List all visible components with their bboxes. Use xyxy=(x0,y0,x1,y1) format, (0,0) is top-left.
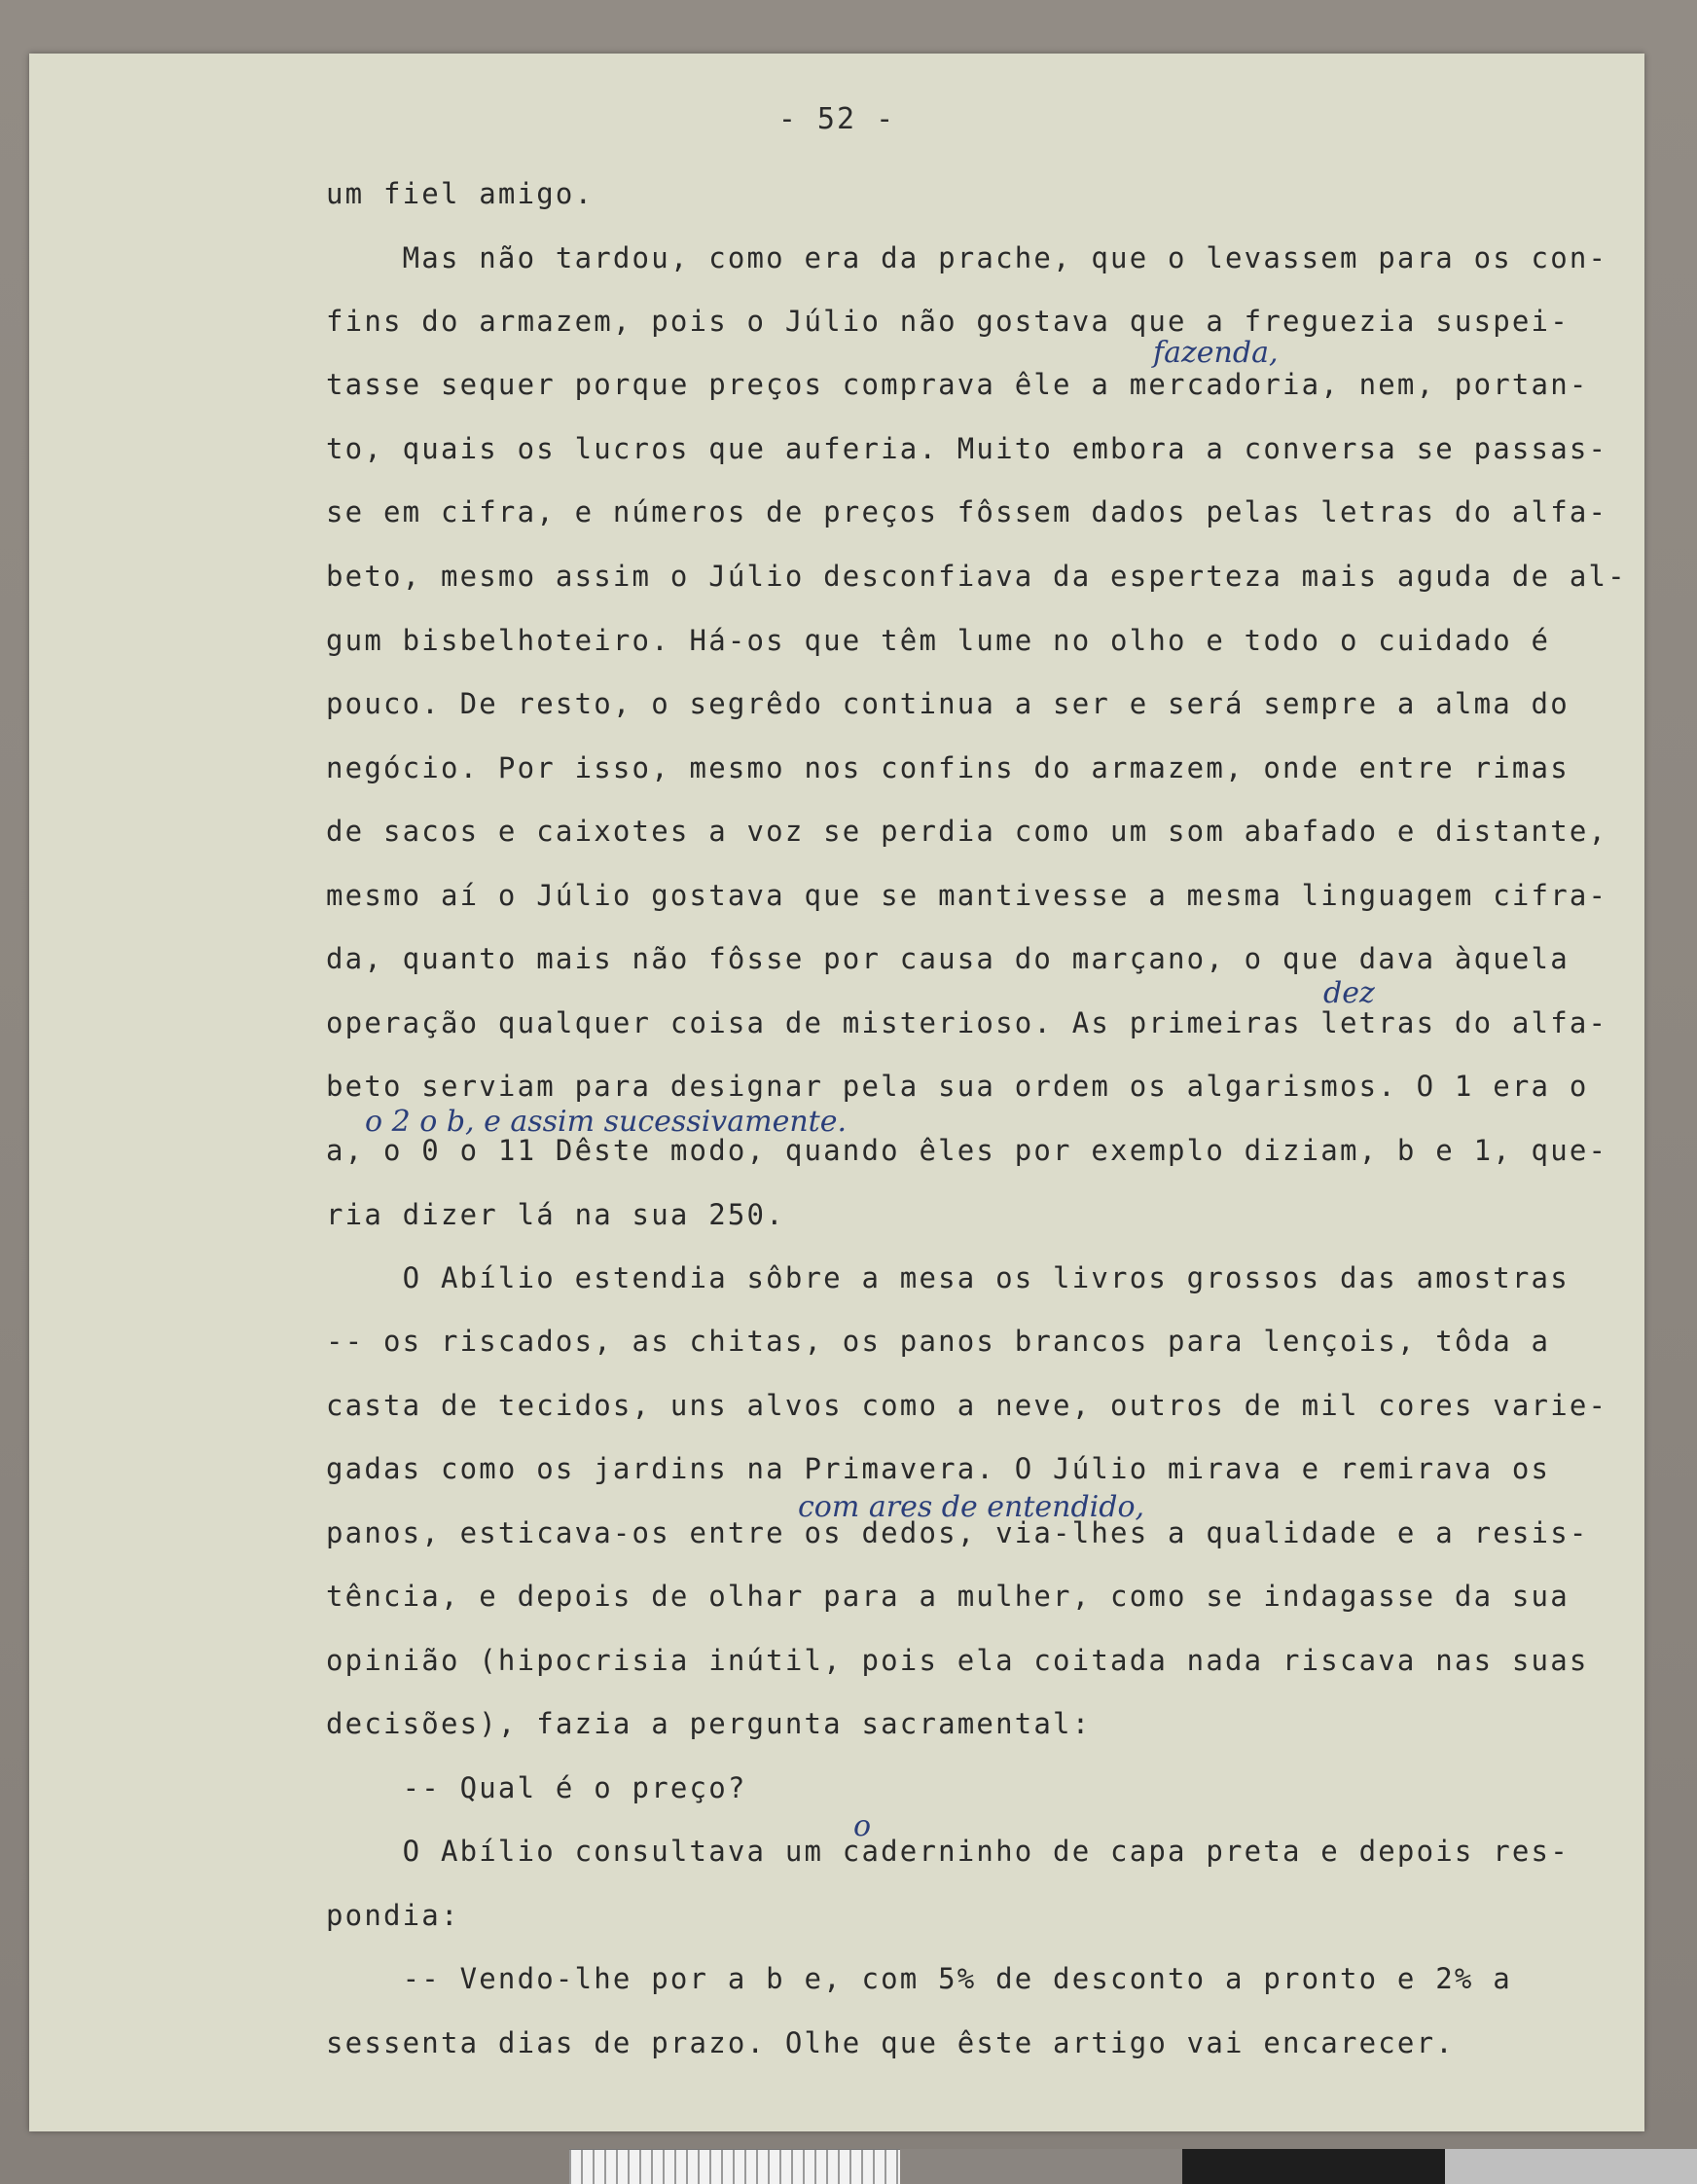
text-line: pondia: xyxy=(326,1899,460,1932)
gray-reference-patch xyxy=(1445,2149,1697,2184)
text-line: tasse sequer porque preços comprava êle a mercadoria, nem, portan- xyxy=(326,368,1589,401)
handwritten-correction: fazenda, xyxy=(1153,336,1279,370)
text-line: a, o 0 o 11 Dêste modo, quando êles por exemplo diziam, b e 1, que- xyxy=(326,1134,1608,1167)
text-line: to, quais os lucros que auferia. Muito embora a conversa se passas- xyxy=(326,432,1608,465)
handwritten-correction: o 2 o b, e assim sucessivamente. xyxy=(365,1105,847,1139)
handwritten-correction: dez xyxy=(1323,976,1375,1010)
black-reference-patch xyxy=(1182,2149,1445,2184)
text-line: gum bisbelhoteiro. Há-os que têm lume no olho e todo o cuidado é xyxy=(326,624,1551,657)
text-line: O Abílio consultava um caderninho de capa preta e depois res- xyxy=(326,1835,1570,1868)
color-calibration-strip xyxy=(569,2149,1697,2184)
typewritten-page xyxy=(29,54,1644,2131)
text-line: um fiel amigo. xyxy=(326,177,595,210)
measurement-ruler xyxy=(569,2149,900,2184)
text-line: se em cifra, e números de preços fôssem dados pelas letras do alfa- xyxy=(326,495,1608,528)
text-line: decisões), fazia a pergunta sacramental: xyxy=(326,1707,1092,1740)
text-line: tência, e depois de olhar para a mulher, como se indagasse da sua xyxy=(326,1580,1570,1613)
text-line: da, quanto mais não fôsse por causa do marçano, o que dava àquela xyxy=(326,942,1570,975)
text-line: negócio. Por isso, mesmo nos confins do armazem, onde entre rimas xyxy=(326,751,1570,784)
handwritten-correction: com ares de entendido, xyxy=(798,1490,1145,1524)
text-line: gadas como os jardins na Primavera. O Júlio mirava e remirava os xyxy=(326,1452,1551,1485)
text-line: beto serviam para designar pela sua ordem os algarismos. O 1 era o xyxy=(326,1070,1589,1103)
text-line: sessenta dias de prazo. Olhe que êste artigo vai encarecer. xyxy=(326,2026,1455,2059)
text-line: O Abílio estendia sôbre a mesa os livros grossos das amostras xyxy=(326,1261,1570,1294)
text-line: -- Vendo-lhe por a b e, com 5% de desconto a pronto e 2% a xyxy=(326,1962,1512,1995)
text-line: ria dizer lá na sua 250. xyxy=(326,1198,785,1231)
text-line: fins do armazem, pois o Júlio não gostava que a freguezia suspei- xyxy=(326,305,1570,338)
page-number: - 52 - xyxy=(777,102,896,136)
handwritten-correction: o xyxy=(853,1809,872,1843)
text-line: opinião (hipocrisia inútil, pois ela coitada nada riscava nas suas xyxy=(326,1644,1589,1677)
text-line: panos, esticava-os entre os dedos, via-lhes a qualidade e a resis- xyxy=(326,1516,1589,1549)
text-line: -- Qual é o preço? xyxy=(326,1771,747,1804)
text-line: casta de tecidos, uns alvos como a neve, outros de mil cores varie- xyxy=(326,1389,1608,1422)
text-line: -- os riscados, as chitas, os panos brancos para lençois, tôda a xyxy=(326,1325,1551,1358)
text-line: Mas não tardou, como era da prache, que o levassem para os con- xyxy=(326,241,1608,274)
text-line: pouco. De resto, o segrêdo continua a ser e será sempre a alma do xyxy=(326,687,1570,720)
text-line: operação qualquer coisa de misterioso. As primeiras letras do alfa- xyxy=(326,1006,1608,1039)
text-line: beto, mesmo assim o Júlio desconfiava da esperteza mais aguda de al- xyxy=(326,560,1627,593)
text-line: de sacos e caixotes a voz se perdia como um som abafado e distante, xyxy=(326,815,1608,848)
text-line: mesmo aí o Júlio gostava que se mantivesse a mesma linguagem cifra- xyxy=(326,879,1608,912)
